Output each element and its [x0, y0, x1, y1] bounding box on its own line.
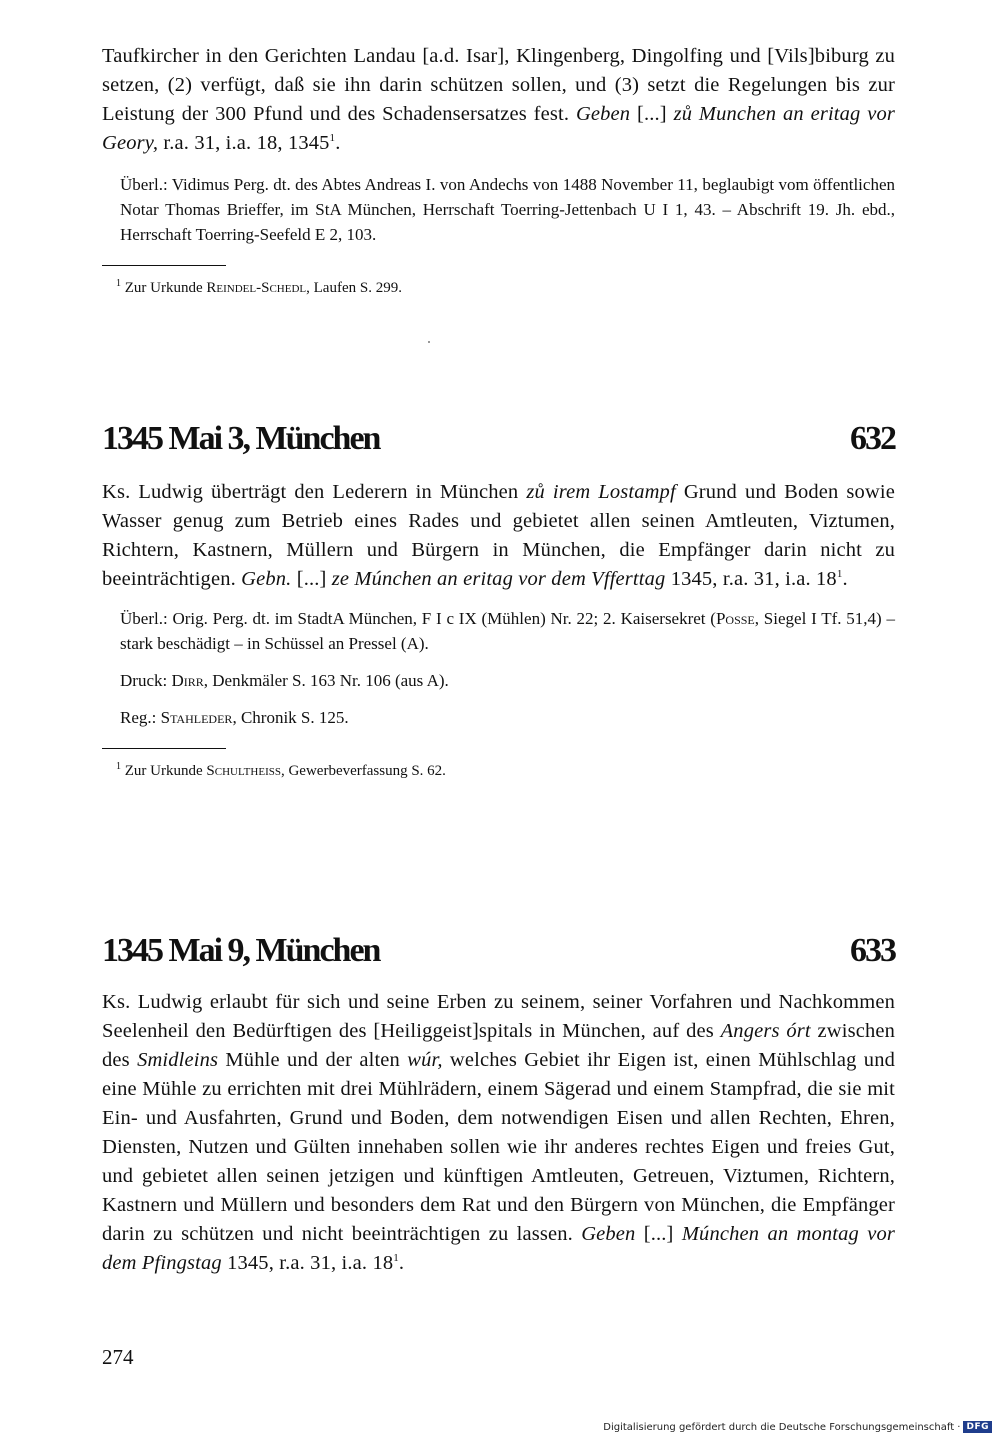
author-name: Reindel-Schedl [206, 280, 307, 296]
text-run: Überl.: Orig. Perg. dt. im StadtA München, F I c IX (Mühlen) Nr. 22; 2. Kaisersekret ( [120, 609, 716, 628]
text-run: [...] [635, 1223, 682, 1245]
entry-number: 633 [850, 932, 895, 969]
entry-number: 632 [850, 420, 895, 457]
page-number: 274 [102, 1345, 134, 1369]
text-run: [...] [291, 568, 332, 590]
regest-text [102, 478, 895, 594]
text-run: 1345, r.a. 31, i.a. 18 [665, 568, 837, 590]
text-run: Zur Urkunde [121, 280, 207, 296]
author-name: Posse [715, 609, 755, 628]
italic-run: Múnchen an montag vor dem Pfingstag [102, 1223, 895, 1274]
author-name: Dirr [171, 671, 204, 690]
author-name: Stahleder [160, 708, 233, 727]
entry-632 [102, 420, 895, 781]
footnote-marker: 1 [836, 568, 843, 581]
footnote-marker: 1 [393, 1252, 399, 1265]
regesten-note [102, 705, 895, 730]
text-run: Ks. Ludwig erlaubt für sich und seine Erben zu seinem, seiner Vorfahren und Nachkommen Seelenheil den Bedürftigen des [Heiliggeist]spitals in München, auf des [102, 991, 895, 1042]
italic-run: ze Múnchen an eritag vor dem Vfferttag [331, 568, 666, 590]
text-run: Zur Urkunde [121, 763, 207, 779]
footnote-rule [102, 748, 226, 749]
scan-speck [428, 341, 430, 343]
footer-text: Digitalisierung gefördert durch die Deutsche Forschungsgemeinschaft · [603, 1421, 961, 1433]
footnote-number: 1 [116, 278, 121, 289]
text-run: Ks. Ludwig überträgt den Lederern in München [102, 481, 527, 503]
footnote-marker: 1 [329, 132, 336, 145]
text-run: Mühle und der alten [218, 1049, 408, 1071]
regest-text [102, 42, 895, 158]
text-run: , Chronik S. 125. [232, 708, 349, 727]
text-run: . [335, 132, 341, 154]
text-run: zwischen des [102, 1020, 895, 1071]
entry-heading [102, 932, 895, 970]
italic-run: Geben [575, 103, 631, 125]
footnote-rule [102, 265, 226, 266]
text-run: r.a. 31, i.a. 18, 1345 [158, 132, 330, 154]
italic-run: Angers órt [720, 1020, 811, 1042]
ueberlieferung-note: Überl.: Vidimus Perg. dt. des Abtes Andreas I. von Andechs von 1488 November 11, beglaubigt vom öffentlichen Notar Thomas Brieffer, im StA München, Herrschaft Toerring-Jettenbach U I 1, 43. – Abschrift 19. Jh. ebd., Herrschaft Toerring-Seefeld E 2, 103. [120, 175, 895, 244]
page-content [102, 42, 896, 1274]
dfg-logo-icon: DFG [963, 1421, 992, 1433]
text-run: , Laufen S. 299. [306, 280, 402, 296]
entry-date-place: 1345 Mai 9, München [102, 932, 380, 969]
digitization-footer [603, 1421, 992, 1433]
entry-633 [102, 932, 895, 1278]
ueberlieferung-note [102, 606, 895, 656]
text-run: 1345, r.a. 31, i.a. 18 [221, 1252, 394, 1274]
entry-date-place: 1345 Mai 3, München [102, 420, 380, 457]
italic-run: Smidleins [137, 1049, 219, 1071]
entry-continuation [102, 42, 895, 298]
text-run: , Gewerbeverfassung S. 62. [280, 763, 446, 779]
italic-run: zů Munchen an eritag vor Geory, [102, 103, 895, 154]
text-run: . [398, 1252, 405, 1274]
text-run: Reg.: [120, 708, 161, 727]
author-name: Schultheiss [206, 763, 281, 779]
text-run: Taufkircher in den Gerichten Landau [a.d. Isar], Klingenberg, Dingolfing und [Vils]biburg zu setzen, (2) verfügt, daß sie ihn darin schützen sollen, und (3) setzt die Regelungen bis zur Leistung der 300 Pfund und des Schadensersatzes fest. [102, 45, 895, 125]
italic-run: wúr, [407, 1049, 443, 1071]
text-run: , Siegel I Tf. 51,4) – stark beschädigt – in Schüssel an Pressel (A). [120, 609, 895, 653]
footnote [102, 761, 895, 781]
text-run: Grund und Boden sowie Wasser genug zum Betrieb eines Rades und gebietet allen seinen Amtleuten, Viztumen, Richtern, Kastnern, Müllern und Bürgern in München, die Empfänger darin nicht zu beeinträchtigen. [102, 481, 895, 590]
druck-note [102, 668, 895, 693]
text-run: [...] [630, 103, 674, 125]
text-run: . [842, 568, 848, 590]
footnote-number: 1 [116, 761, 121, 772]
italic-run: Gebn. [241, 568, 292, 590]
regest-text [102, 988, 895, 1278]
italic-run: Geben [581, 1223, 636, 1245]
text-run: Druck: [120, 671, 172, 690]
text-run: , Denkmäler S. 163 Nr. 106 (aus A). [203, 671, 449, 690]
italic-run: zů irem Lostampf [526, 481, 676, 503]
footnote [102, 278, 895, 298]
text-run: welches Gebiet ihr Eigen ist, einen Mühlschlag und eine Mühle zu errichten mit drei Mühlrädern, einem Sägerad und einem Stampfrad, die sie mit Ein- und Ausfahrten, Grund und Boden, dem notwendigen Eisen und allen Rechten, Ehren, Diensten, Nutzen und Gülten innehaben sollen wie ihr anderes rechtes Eigen und freies Gut, und gebietet allen seinen jetzigen und künftigen Amtleuten, Getreuen, Viztumen, Richtern, Kastnern und Müllern und besonders dem Rat und den Bürgern von München, die Empfänger darin zu schützen und nicht beeinträchtigen zu lassen. [102, 1049, 896, 1245]
entry-heading [102, 420, 895, 458]
